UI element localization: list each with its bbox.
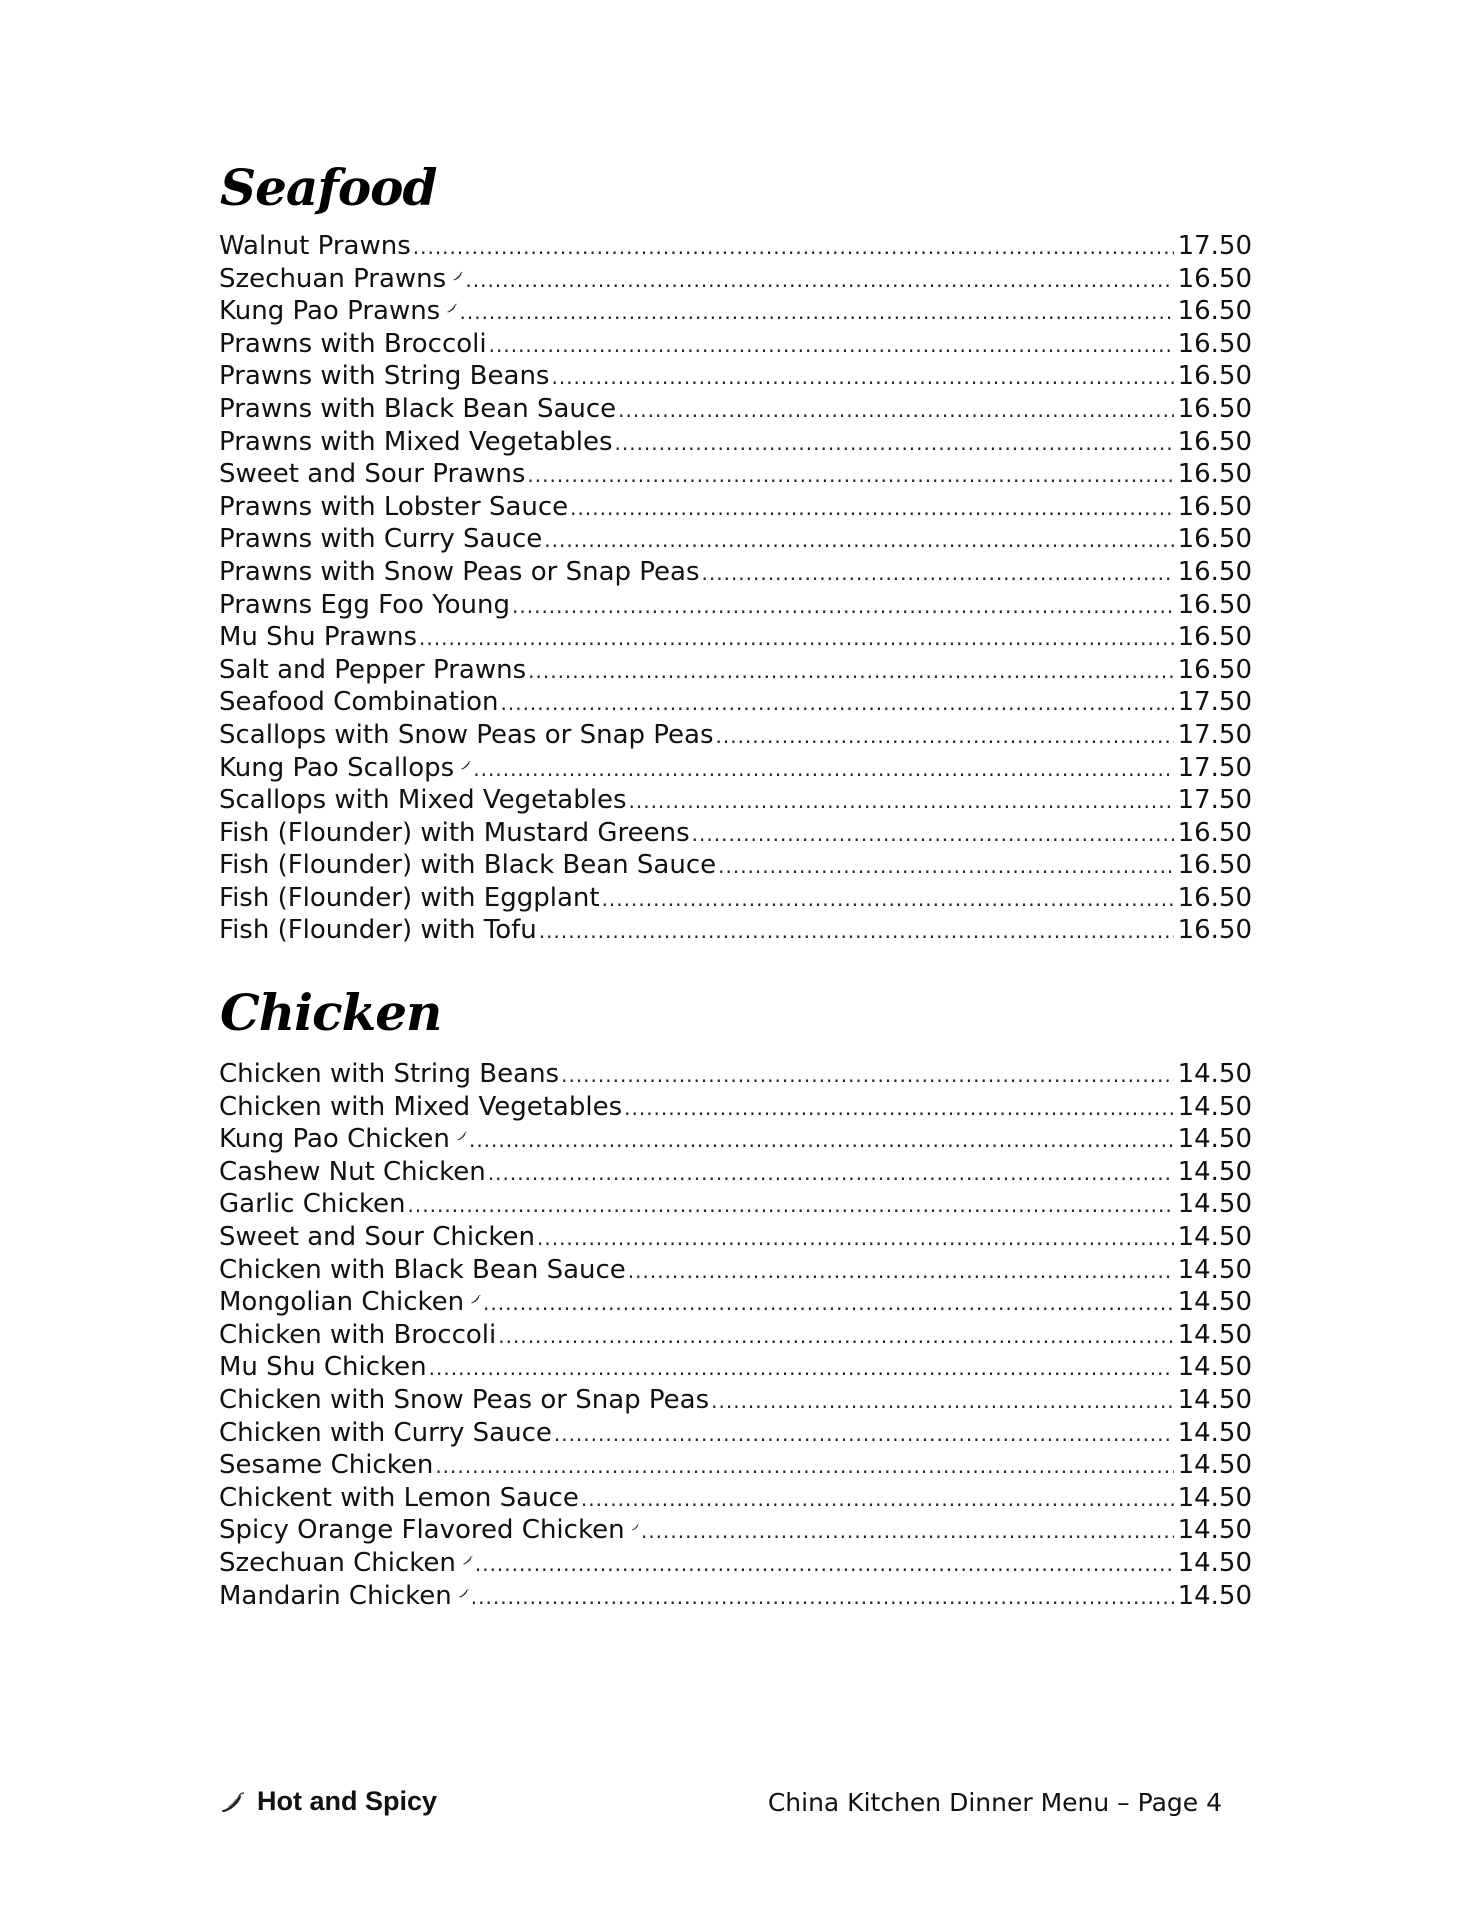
menu-item-price: 14.50 <box>1177 1417 1252 1448</box>
chili-pepper-icon <box>470 1288 481 1310</box>
menu-item-price: 14.50 <box>1177 1547 1252 1578</box>
menu-item-name: Chicken with Snow Peas or Snap Peas <box>219 1384 710 1415</box>
menu-item-price: 14.50 <box>1177 1156 1252 1187</box>
menu-item-name: Prawns with Curry Sauce <box>219 524 543 555</box>
menu-item-price: 14.50 <box>1177 1450 1252 1481</box>
dot-leader <box>469 1124 1174 1157</box>
dot-leader <box>602 883 1174 916</box>
dot-leader <box>551 361 1173 394</box>
menu-item <box>219 719 1252 752</box>
menu-item-price: 16.50 <box>1177 850 1252 881</box>
menu-item <box>219 458 1252 491</box>
chili-pepper-icon <box>446 297 457 319</box>
page-footer-label: China Kitchen Dinner Menu – Page 4 <box>767 1788 1222 1817</box>
menu-item-name: Prawns with Mixed Vegetables <box>219 426 613 457</box>
menu-item-price: 16.50 <box>1177 296 1252 327</box>
dot-leader <box>702 557 1174 590</box>
menu-item-name: Fish (Flounder) with Mustard Greens <box>219 817 690 848</box>
dot-leader <box>618 394 1173 427</box>
chili-pepper-icon <box>460 754 471 776</box>
menu-item-name: Szechuan Prawns <box>219 263 447 294</box>
menu-item-price: 16.50 <box>1177 426 1252 457</box>
menu-item <box>219 1384 1252 1417</box>
menu-item <box>219 1449 1252 1482</box>
menu-item-name: Chickent with Lemon Sauce <box>219 1482 579 1513</box>
menu-item-price: 16.50 <box>1177 393 1252 424</box>
dot-leader <box>624 1092 1173 1125</box>
menu-item-name: Mu Shu Prawns <box>219 622 418 653</box>
menu-item <box>219 1156 1252 1189</box>
dot-leader <box>641 1515 1174 1548</box>
menu-item-name: Chicken with Broccoli <box>219 1319 497 1350</box>
menu-item-price: 14.50 <box>1177 1384 1252 1415</box>
menu-item-price: 17.50 <box>1177 231 1252 261</box>
menu-item-price: 14.50 <box>1177 1091 1252 1122</box>
menu-item-price: 16.50 <box>1177 915 1252 946</box>
menu-item-name: Prawns with Black Bean Sauce <box>219 393 617 424</box>
menu-item-price: 14.50 <box>1177 1059 1252 1089</box>
menu-item <box>219 523 1252 556</box>
menu-item <box>219 1221 1252 1254</box>
dot-leader <box>471 1581 1174 1614</box>
menu-item-price: 17.50 <box>1177 752 1252 783</box>
menu-item <box>219 1580 1252 1613</box>
menu-item-price: 17.50 <box>1177 785 1252 816</box>
menu-item-name: Chicken with Curry Sauce <box>219 1417 552 1448</box>
chili-pepper-icon <box>452 265 463 287</box>
dot-leader <box>527 459 1173 492</box>
dot-leader <box>561 1059 1173 1092</box>
dot-leader <box>460 296 1174 329</box>
menu-item-price: 16.50 <box>1177 263 1252 294</box>
chili-pepper-icon <box>456 1125 467 1147</box>
menu-item <box>219 1123 1252 1156</box>
menu-item <box>219 295 1252 328</box>
menu-item-price: 16.50 <box>1177 491 1252 522</box>
menu-item-price: 14.50 <box>1177 1352 1252 1383</box>
menu-item-price: 14.50 <box>1177 1221 1252 1252</box>
menu-item <box>219 1417 1252 1450</box>
menu-item-name: Walnut Prawns <box>219 231 411 261</box>
menu-item <box>219 360 1252 393</box>
menu-item-name: Chicken with Black Bean Sauce <box>219 1254 626 1285</box>
dot-leader <box>473 753 1173 786</box>
menu-item-name: Fish (Flounder) with Black Bean Sauce <box>219 850 717 881</box>
menu-item <box>219 1351 1252 1384</box>
chili-pepper-icon <box>458 1582 469 1604</box>
menu-item <box>219 556 1252 589</box>
menu-item <box>219 1482 1252 1515</box>
menu-item-name: Mu Shu Chicken <box>219 1352 427 1383</box>
menu-item-price: 14.50 <box>1177 1254 1252 1285</box>
dot-leader <box>488 1157 1174 1190</box>
menu-item-price: 16.50 <box>1177 654 1252 685</box>
menu-item-name: Prawns with Snow Peas or Snap Peas <box>219 556 700 587</box>
menu-item-name: Mongolian Chicken <box>219 1287 465 1318</box>
menu-item <box>219 1319 1252 1352</box>
menu-item-name: Scallops with Mixed Vegetables <box>219 785 627 816</box>
dot-leader <box>554 1418 1174 1451</box>
menu-item-name: Prawns Egg Foo Young <box>219 589 511 620</box>
menu-item-price: 16.50 <box>1177 589 1252 620</box>
menu-item <box>219 328 1252 361</box>
dot-leader <box>537 1222 1174 1255</box>
menu-item-name: Salt and Pepper Prawns <box>219 654 527 685</box>
menu-item <box>219 686 1252 719</box>
menu-item-name: Prawns with Lobster Sauce <box>219 491 569 522</box>
dot-leader <box>475 1548 1174 1581</box>
menu-item-price: 14.50 <box>1177 1482 1252 1513</box>
dot-leader <box>528 655 1173 688</box>
menu-item-price: 16.50 <box>1177 817 1252 848</box>
chicken-menu-list <box>219 1058 1252 1612</box>
dot-leader <box>498 1320 1173 1353</box>
menu-item-name: Sweet and Sour Chicken <box>219 1221 535 1252</box>
menu-item-name: Spicy Orange Flavored Chicken <box>219 1515 625 1546</box>
menu-item <box>219 882 1252 915</box>
menu-item-name: Sesame Chicken <box>219 1450 434 1481</box>
menu-item-name: Prawns with Broccoli <box>219 328 487 359</box>
menu-item-name: Seafood Combination <box>219 687 499 718</box>
dot-leader <box>435 1450 1173 1483</box>
dot-leader <box>629 785 1174 818</box>
menu-item <box>219 1514 1252 1547</box>
menu-item-price: 16.50 <box>1177 882 1252 913</box>
menu-item-name: Fish (Flounder) with Tofu <box>219 915 537 946</box>
menu-item-price: 14.50 <box>1177 1124 1252 1155</box>
spicy-legend <box>219 1786 437 1817</box>
menu-item <box>219 914 1252 947</box>
dot-leader <box>716 720 1174 753</box>
menu-item-price: 14.50 <box>1177 1319 1252 1350</box>
dot-leader <box>419 622 1174 655</box>
menu-item <box>219 621 1252 654</box>
dot-leader <box>544 524 1173 557</box>
menu-item-price: 14.50 <box>1177 1515 1252 1546</box>
menu-item-name: Sweet and Sour Prawns <box>219 459 526 490</box>
menu-item-price: 16.50 <box>1177 622 1252 653</box>
menu-item <box>219 817 1252 850</box>
menu-item-name: Scallops with Snow Peas or Snap Peas <box>219 719 714 750</box>
menu-item-price: 14.50 <box>1177 1287 1252 1318</box>
menu-item-name: Garlic Chicken <box>219 1189 406 1220</box>
menu-item-price: 14.50 <box>1177 1580 1252 1611</box>
menu-item-name: Chicken with String Beans <box>219 1059 560 1089</box>
menu-item <box>219 1254 1252 1287</box>
dot-leader <box>501 687 1174 720</box>
dot-leader <box>413 231 1174 264</box>
menu-item <box>219 849 1252 882</box>
menu-item-price: 16.50 <box>1177 556 1252 587</box>
menu-item-name: Fish (Flounder) with Eggplant <box>219 882 600 913</box>
dot-leader <box>512 590 1174 623</box>
menu-item-name: Kung Pao Chicken <box>219 1124 450 1155</box>
menu-item <box>219 589 1252 622</box>
menu-item-name: Kung Pao Scallops <box>219 752 455 783</box>
menu-item-price: 14.50 <box>1177 1189 1252 1220</box>
section-title-seafood: Seafood <box>220 158 437 217</box>
menu-item <box>219 491 1252 524</box>
menu-item-name: Szechuan Chicken <box>219 1547 456 1578</box>
menu-item-price: 16.50 <box>1177 361 1252 392</box>
menu-item <box>219 752 1252 785</box>
dot-leader <box>429 1352 1174 1385</box>
spicy-legend-label: Hot and Spicy <box>257 1786 438 1816</box>
dot-leader <box>408 1189 1174 1222</box>
menu-item <box>219 1188 1252 1221</box>
dot-leader <box>692 818 1174 851</box>
menu-item-name: Cashew Nut Chicken <box>219 1156 486 1187</box>
menu-item <box>219 263 1252 296</box>
menu-item-name: Mandarin Chicken <box>219 1580 452 1611</box>
menu-item <box>219 1286 1252 1319</box>
menu-item <box>219 1547 1252 1580</box>
chili-pepper-icon <box>631 1516 639 1538</box>
menu-item-price: 16.50 <box>1177 459 1252 490</box>
dot-leader <box>489 329 1174 362</box>
menu-item <box>219 230 1252 263</box>
chili-pepper-icon <box>219 1791 245 1813</box>
dot-leader <box>628 1255 1174 1288</box>
dot-leader <box>718 850 1173 883</box>
dot-leader <box>711 1385 1173 1418</box>
menu-item-name: Chicken with Mixed Vegetables <box>219 1091 623 1122</box>
menu-item <box>219 426 1252 459</box>
menu-item <box>219 1058 1252 1091</box>
dot-leader <box>570 492 1173 525</box>
menu-item <box>219 654 1252 687</box>
dot-leader <box>483 1287 1174 1320</box>
section-title-chicken: Chicken <box>220 983 442 1042</box>
menu-item-price: 17.50 <box>1177 687 1252 718</box>
dot-leader <box>581 1483 1174 1516</box>
seafood-menu-list <box>219 230 1252 947</box>
menu-item <box>219 393 1252 426</box>
menu-item-price: 16.50 <box>1177 524 1252 555</box>
menu-item <box>219 784 1252 817</box>
menu-item-name: Kung Pao Prawns <box>219 296 441 327</box>
dot-leader <box>539 915 1174 948</box>
dot-leader <box>615 427 1174 460</box>
dot-leader <box>465 264 1173 297</box>
chili-pepper-icon <box>462 1549 473 1571</box>
menu-item-price: 17.50 <box>1177 719 1252 750</box>
menu-item-name: Prawns with String Beans <box>219 361 550 392</box>
menu-item <box>219 1091 1252 1124</box>
menu-item-price: 16.50 <box>1177 328 1252 359</box>
